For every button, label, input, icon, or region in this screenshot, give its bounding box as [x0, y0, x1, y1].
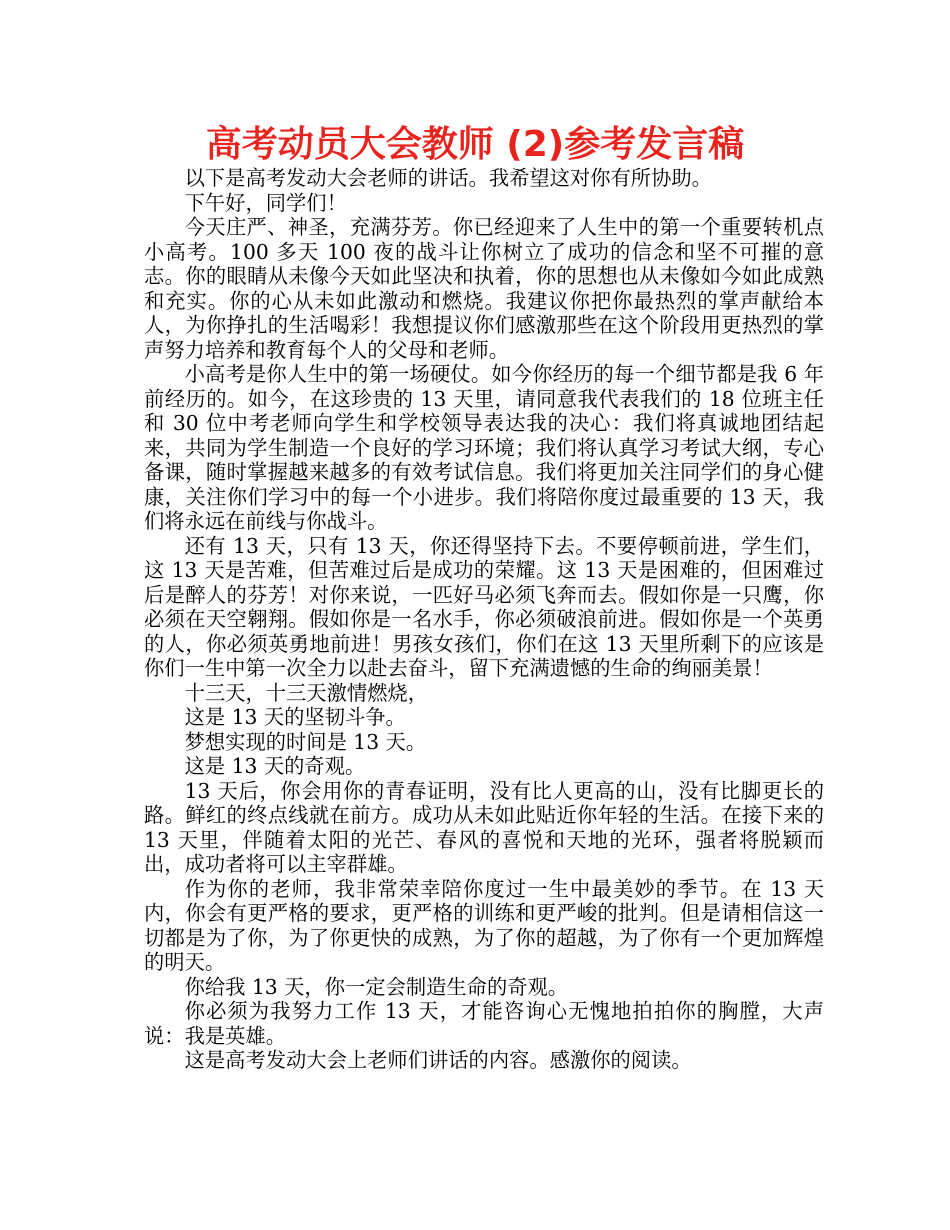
document-title: 高考动员大会教师 (2)参考发言稿: [205, 124, 745, 165]
verse-line: 这是 13 天的奇观。: [184, 754, 366, 778]
paragraph: 小高考是你人生中的第一场硬仗。如今你经历的每一个细节都是我 6 年前经历的。如今，在这珍贵的 13 天里，请同意我代表我们的 18 位班主任和 30 位中考老师向学生和学校领导表达我的决心：我们将真诚地团结起来，共同为学生制造一个良好的学习环境；我们将认真学习考试大纲，专心备课，随时掌握越来越多的有效考试信息。我们将更加关注同学们的身心健康，关注你们学习中的每一个小进步。我们将陪你度过最重要的 13 天，我们将永远在前线与你战斗。: [144, 362, 824, 533]
paragraph: 作为你的老师，我非常荣幸陪你度过一生中最美妙的季节。在 13 天内，你会有更严格的要求，更严格的训练和更严峻的批判。但是请相信这一切都是为了你，为了你更快的成熟，为了你的超越，为了你有一个更加辉煌的明天。: [144, 876, 824, 974]
paragraph-closing: 这是高考发动大会上老师们讲话的内容。感激你的阅读。: [184, 1048, 692, 1072]
verse-line: 这是 13 天的坚韧斗争。: [184, 705, 406, 729]
paragraph: 13 天后，你会用你的青春证明，没有比人更高的山，没有比脚更长的路。鲜红的终点线就在前方。成功从未如此贴近你年轻的生活。在接下来的 13 天里，伴随着太阳的光芒、春风的喜悦和天地的光环，强者将脱颖而出，成功者将可以主宰群雄。: [144, 778, 824, 876]
verse-line: 梦想实现的时间是 13 天。: [184, 729, 427, 754]
document-body: [144, 166, 824, 1073]
paragraph: 今天庄严、神圣，充满芬芳。你已经迎来了人生中的第一个重要转机点小高考。100 多天 100 夜的战斗让你树立了成功的信念和坚不可摧的意志。你的眼睛从未像今天如此坚决和执着，你的思想也从未像如今如此成熟和充实。你的心从未如此激动和燃烧。我建议你把你最热烈的掌声献给本人，为你挣扎的生活喝彩！我想提议你们感激那些在这个阶段用更热烈的掌声努力培养和教育每个人的父母和老师。: [144, 215, 824, 362]
paragraph: 还有 13 天，只有 13 天，你还得坚持下去。不要停顿前进，学生们，这 13 天是苦难，但苦难过后是成功的荣耀。这 13 天是困难的，但困难过后是醉人的芬芳！对你来说，一匹好马必须飞奔而去。假如你是一只鹰，你必须在天空翱翔。假如你是一名水手，你必须破浪前进。假如你是一个英勇的人，你必须英勇地前进！男孩女孩们，你们在这 13 天里所剩下的应该是你们一生中第一次全力以赴去奋斗，留下充满遗憾的生命的绚丽美景！: [144, 533, 824, 680]
paragraph: 你给我 13 天，你一定会制造生命的奇观。: [184, 974, 569, 999]
paragraph: 你必须为我努力工作 13 天，才能咨询心无愧地拍拍你的胸膛，大声说：我是英雄。: [144, 999, 824, 1048]
paragraph-intro: 以下是高考发动大会老师的讲话。我希望这对你有所协助。: [184, 166, 712, 190]
verse-line: 十三天，十三天激情燃烧，: [184, 680, 428, 705]
paragraph-greeting: 下午好，同学们！: [184, 190, 347, 215]
